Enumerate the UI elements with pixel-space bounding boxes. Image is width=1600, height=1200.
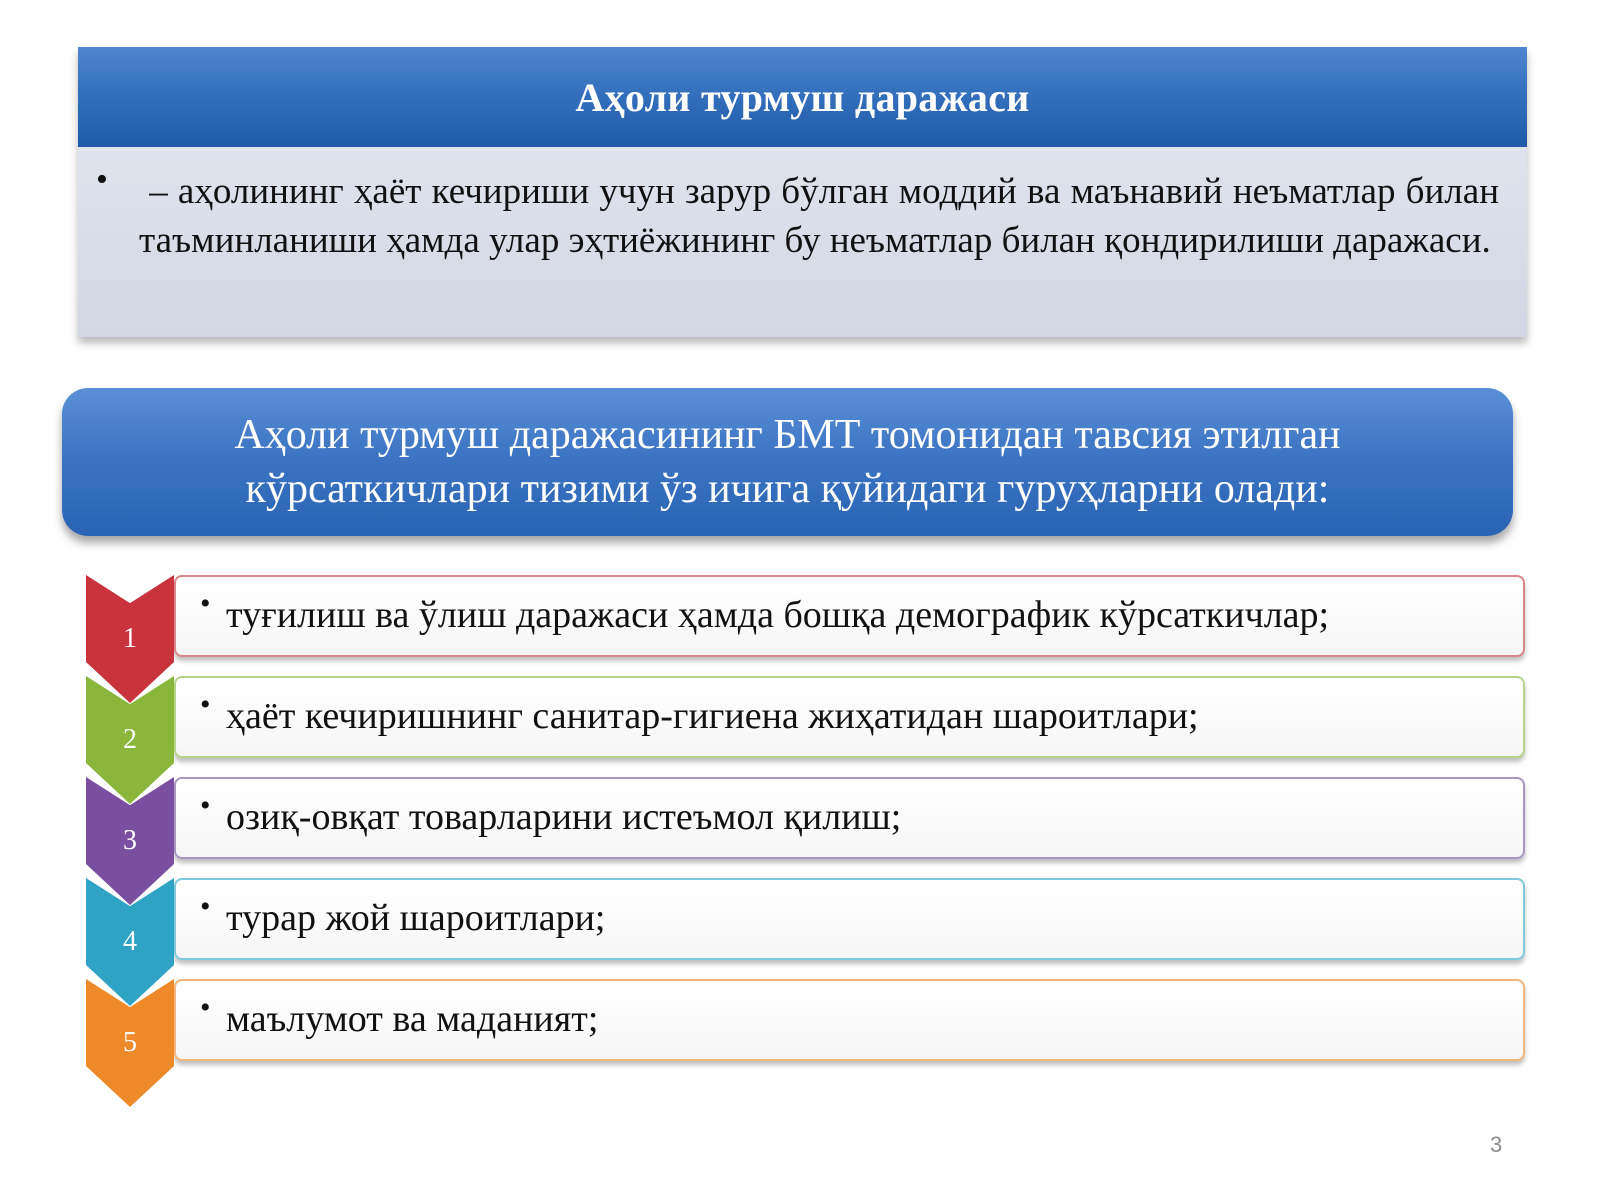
bullet-icon: • (200, 688, 211, 721)
list-item-text: озиқ-овқат товарларини истеъмол қилиш; (226, 796, 902, 838)
list-item-text: туғилиш ва ўлиш даражаси ҳамда бошқа демографик кўрсаткичлар; (226, 594, 1330, 636)
list-item-box (174, 979, 1525, 1061)
definition-text: – аҳолининг ҳаёт кечириши учун зарур бўлган моддий ва маънавий неъматлар билан таъминланиши ҳамда улар эҳтиёжининг бу неъматлар билан қондирилиши даражаси. (139, 171, 1509, 261)
list-item (86, 676, 1526, 758)
indicators-banner-text: Аҳоли турмуш даражасининг БМТ томонидан тавсия этилган кўрсаткичлари тизими ўз ичига қуйидаги гуруҳларни олади: (234, 412, 1341, 512)
list-item-number: 5 (123, 1027, 137, 1058)
list-item-number: 1 (123, 623, 137, 654)
list-item-box (174, 777, 1525, 859)
definition-bullet-icon: • (96, 161, 108, 198)
list-item-number: 3 (123, 825, 137, 856)
list-item-number: 4 (123, 926, 137, 957)
list-item-number: 2 (123, 724, 137, 755)
bullet-icon: • (200, 991, 211, 1024)
page-number: 3 (1490, 1132, 1503, 1157)
bullet-icon: • (200, 890, 211, 923)
list-item-text: турар жой шароитлари; (226, 897, 606, 939)
list-item-box (174, 575, 1525, 657)
list-item-text: ҳаёт кечиришнинг санитар-гигиена жиҳатидан шароитлари; (226, 695, 1199, 737)
definition-header (78, 47, 1527, 147)
definition-box (78, 47, 1527, 337)
list-item (86, 878, 1526, 960)
indicators-banner (62, 388, 1513, 536)
list-item-box (174, 878, 1525, 960)
list-item-text: маълумот ва маданият; (226, 998, 599, 1040)
list-item (86, 777, 1526, 859)
list-item (86, 575, 1526, 657)
definition-body (78, 147, 1527, 337)
bullet-icon: • (200, 587, 211, 620)
list-item-box (174, 676, 1525, 758)
list-item (86, 979, 1526, 1061)
definition-title: Аҳоли турмуш даражаси (575, 74, 1030, 120)
bullet-icon: • (200, 789, 211, 822)
